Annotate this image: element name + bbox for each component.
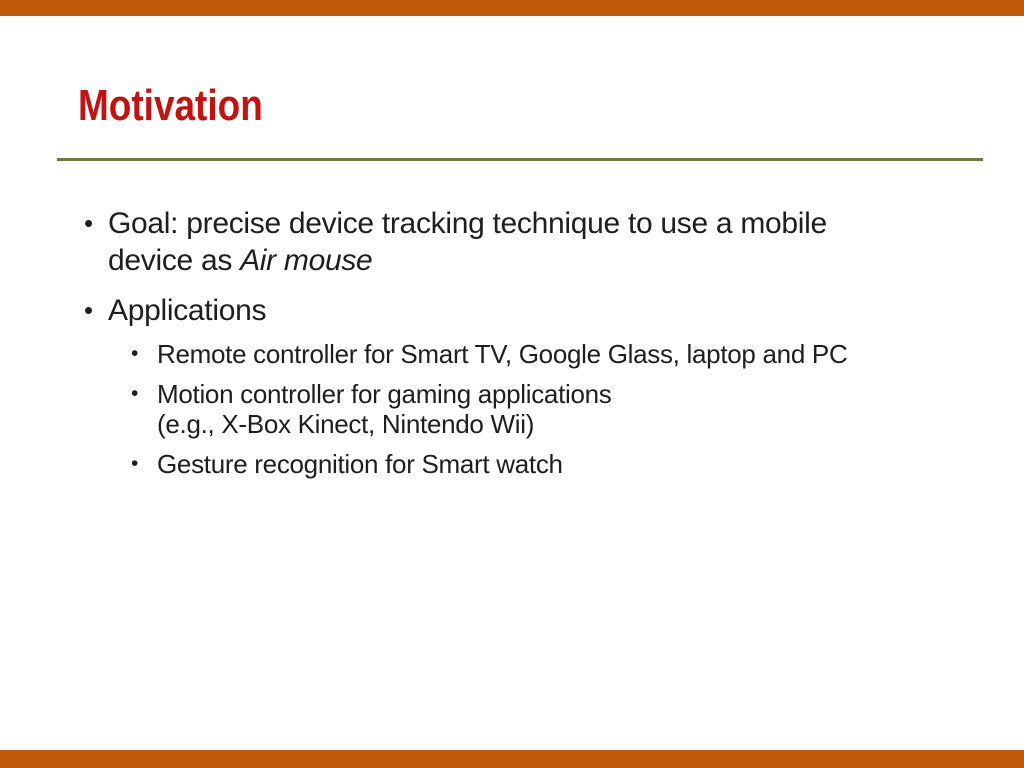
text-run: Gesture recognition for Smart watch bbox=[157, 449, 563, 479]
bullet-text bbox=[108, 292, 990, 329]
bullet-text-line bbox=[108, 292, 990, 329]
bullet-text-line bbox=[157, 409, 990, 439]
italic-text-run: Air mouse bbox=[240, 244, 373, 277]
top-accent-bar bbox=[0, 0, 1024, 16]
bullet-item-level-2 bbox=[0, 449, 990, 479]
slide-title: Motivation bbox=[78, 81, 263, 130]
bullet-text bbox=[157, 449, 990, 479]
bullet-text bbox=[157, 339, 990, 369]
bullet-marker-icon: • bbox=[131, 342, 139, 365]
bullet-item-level-2 bbox=[0, 379, 990, 439]
bullet-text-line bbox=[157, 449, 990, 479]
title-divider-line bbox=[57, 158, 983, 161]
bullet-marker-icon: • bbox=[131, 452, 139, 475]
text-run: Motion controller for gaming applications bbox=[157, 379, 612, 409]
text-run: (e.g., X-Box Kinect, Nintendo Wii) bbox=[157, 409, 535, 439]
bullet-text-line bbox=[157, 379, 990, 409]
text-run: Goal: precise device tracking technique to use a mobile bbox=[108, 207, 827, 240]
bullet-text-line bbox=[108, 242, 990, 279]
bullet-list bbox=[0, 205, 990, 479]
bullet-item-level-2 bbox=[0, 339, 990, 369]
bullet-item-level-1 bbox=[0, 292, 990, 329]
text-run: device as bbox=[108, 244, 241, 277]
bullet-text-line bbox=[157, 339, 990, 369]
bullet-text bbox=[157, 379, 990, 439]
bullet-marker-icon: • bbox=[131, 382, 139, 405]
bottom-accent-bar bbox=[0, 750, 1024, 768]
text-run: Remote controller for Smart TV, Google Glass, laptop and PC bbox=[157, 339, 848, 369]
bullet-text bbox=[108, 205, 990, 279]
text-run: Applications bbox=[108, 294, 267, 327]
bullet-marker-icon: • bbox=[84, 208, 93, 238]
bullet-text-line bbox=[108, 205, 990, 242]
bullet-item-level-1 bbox=[0, 205, 990, 279]
bullet-marker-icon: • bbox=[84, 295, 93, 325]
